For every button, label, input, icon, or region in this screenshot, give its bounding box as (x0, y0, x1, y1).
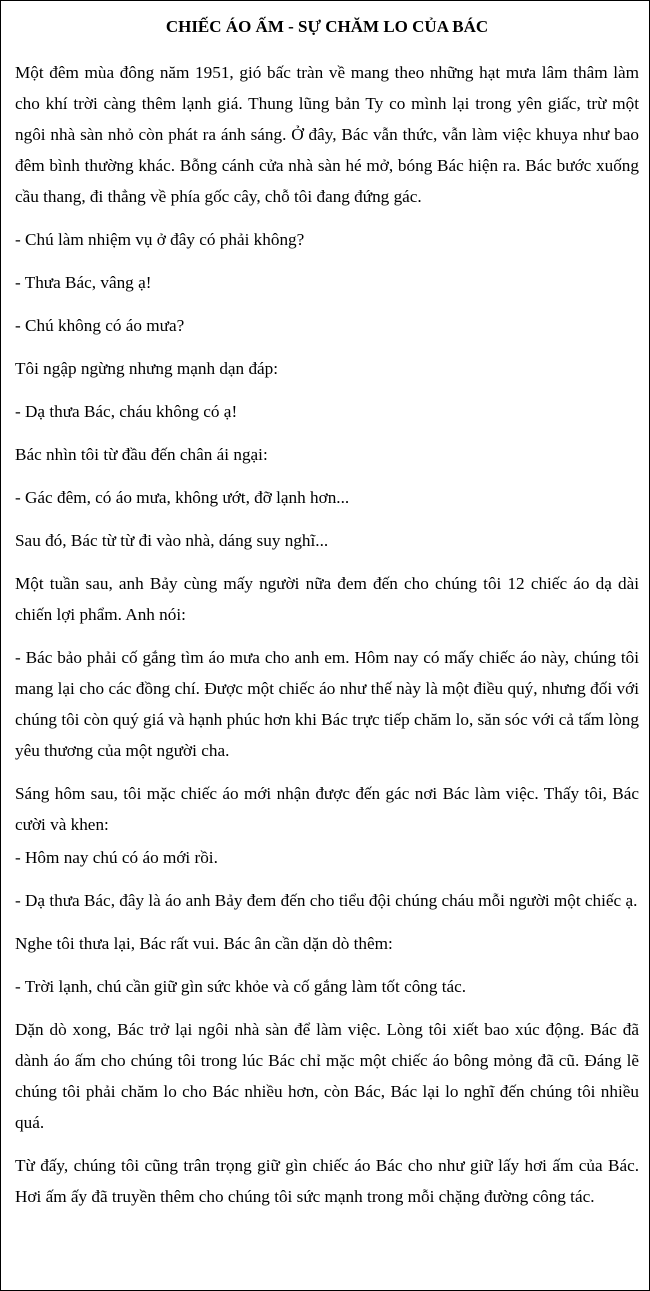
paragraph: Dặn dò xong, Bác trở lại ngôi nhà sàn để làm việc. Lòng tôi xiết bao xúc động. Bác đã dành áo ấm cho chúng tôi trong lúc Bác chỉ mặc một chiếc áo bông mỏng đã cũ. Đáng lẽ chúng tôi phải chăm lo cho Bác nhiều hơn, còn Bác, Bác lại lo nghĩ đến chúng tôi nhiều quá. (15, 1020, 639, 1132)
paragraph: - Dạ thưa Bác, đây là áo anh Bảy đem đến cho tiểu đội chúng cháu mỗi người một chiếc ạ. (15, 891, 638, 910)
paragraph: Sau đó, Bác từ từ đi vào nhà, dáng suy nghĩ... (15, 531, 329, 550)
paragraph: Một đêm mùa đông năm 1951, gió bấc tràn về mang theo những hạt mưa lâm thâm làm cho khí trời càng thêm lạnh giá. Thung lũng bản Ty co mình lại trong yên giấc, trừ một ngôi nhà sàn nhỏ còn phát ra ánh sáng. Ở đây, Bác vẫn thức, vẫn làm việc khuya như bao đêm bình thường khác. Bỗng cánh cửa nhà sàn hé mở, bóng Bác hiện ra. Bác bước xuống cầu thang, đi thẳng về phía gốc cây, chỗ tôi đang đứng gác. (15, 63, 639, 206)
paragraph: - Chú làm nhiệm vụ ở đây có phải không? (15, 230, 305, 249)
paragraph: Bác nhìn tôi từ đầu đến chân ái ngại: (15, 445, 268, 464)
paragraph: - Trời lạnh, chú cần giữ gìn sức khỏe và cố gắng làm tốt công tác. (15, 977, 467, 996)
paragraph: - Gác đêm, có áo mưa, không ướt, đỡ lạnh hơn... (15, 488, 350, 507)
paragraph: - Thưa Bác, vâng ạ! (15, 273, 152, 292)
paragraph: Một tuần sau, anh Bảy cùng mấy người nữa đem đến cho chúng tôi 12 chiếc áo dạ dài chiến lợi phẩm. Anh nói: (15, 574, 639, 624)
paragraph: - Chú không có áo mưa? (15, 316, 185, 335)
paragraph: Từ đấy, chúng tôi cũng trân trọng giữ gìn chiếc áo Bác cho như giữ lấy hơi ấm của Bác. Hơi ấm ấy đã truyền thêm cho chúng tôi sức mạnh trong mỗi chặng đường công tác. (15, 1156, 639, 1206)
paragraph: - Dạ thưa Bác, cháu không có ạ! (15, 402, 238, 421)
paragraph: Nghe tôi thưa lại, Bác rất vui. Bác ân cần dặn dò thêm: (15, 934, 393, 953)
paragraph: - Hôm nay chú có áo mới rồi. (15, 848, 218, 867)
document-title: CHIẾC ÁO ẤM - SỰ CHĂM LO CỦA BÁC (165, 17, 489, 36)
paragraph: Sáng hôm sau, tôi mặc chiếc áo mới nhận được đến gác nơi Bác làm việc. Thấy tôi, Bác cười và khen: (15, 784, 639, 834)
paragraph: Tôi ngập ngừng nhưng mạnh dạn đáp: (15, 359, 279, 378)
paragraph: - Bác bảo phải cố gắng tìm áo mưa cho anh em. Hôm nay có mấy chiếc áo này, chúng tôi mang lại cho các đồng chí. Được một chiếc áo như thế này là một điều quý, nhưng đối với chúng tôi còn quý giá và hạnh phúc hơn khi Bác trực tiếp chăm lo, săn sóc với cả tấm lòng yêu thương của một người cha. (15, 648, 639, 760)
